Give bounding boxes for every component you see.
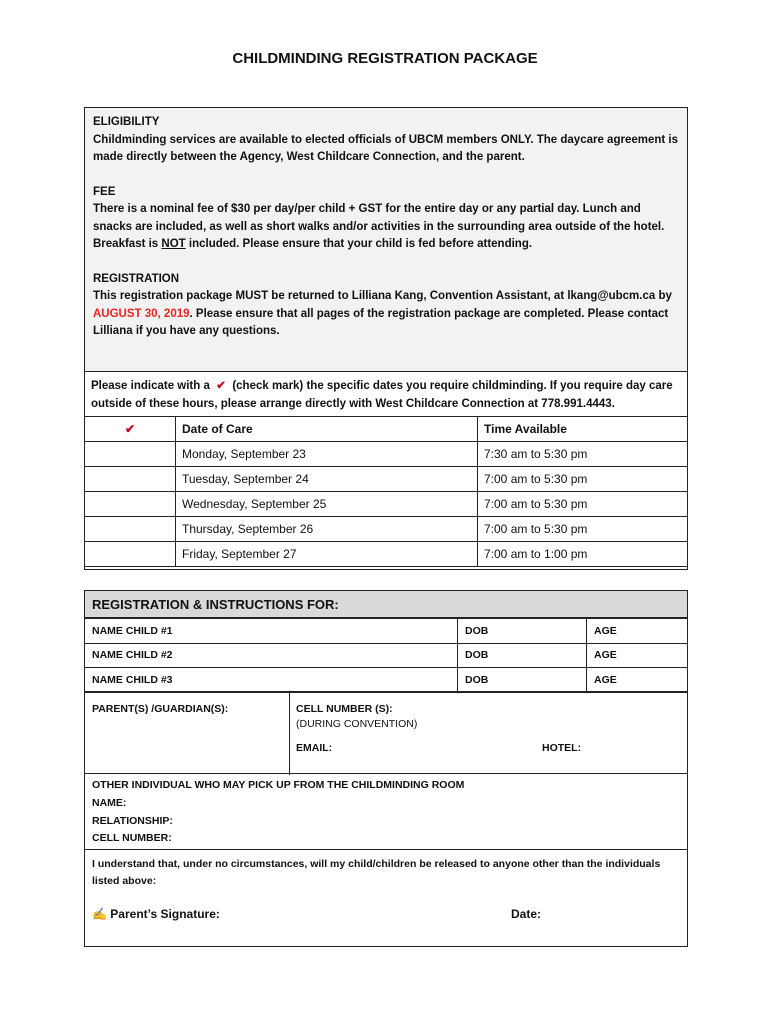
time-cell: 7:00 am to 5:30 pm — [478, 517, 688, 542]
child-age-field[interactable]: AGE — [587, 643, 688, 668]
registration-form — [84, 590, 688, 947]
cell-number-field[interactable]: CELL NUMBER (S): — [296, 703, 393, 715]
fee-heading: FEE — [93, 185, 116, 198]
dates-intro — [91, 378, 681, 413]
time-cell: 7:00 am to 1:00 pm — [478, 542, 688, 567]
dates-intro-text: (check mark) the specific dates you require childminding. If you require day care outside of these hours, please arrange directly with West Childcare Connection at 778.991.4443. — [91, 380, 673, 410]
fee-text — [93, 201, 679, 254]
day-checkbox-cell[interactable] — [85, 442, 176, 467]
dates-intro-text: Please indicate with a — [91, 380, 210, 392]
section-divider — [289, 692, 290, 775]
date-cell: Monday, September 23 — [176, 442, 478, 467]
fee-text-part: included. Please ensure that your child is fed before attending. — [185, 238, 533, 250]
registration-heading: REGISTRATION — [93, 272, 180, 285]
date-cell: Wednesday, September 25 — [176, 492, 478, 517]
registration-text-part: This registration package MUST be returned to Lilliana Kang, Convention Assistant, at lkang@ubcm.ca by — [93, 290, 672, 302]
child-age-field[interactable]: AGE — [587, 668, 688, 693]
page-title: CHILDMINDING REGISTRATION PACKAGE — [232, 50, 538, 67]
registration-text — [93, 288, 679, 341]
table-row — [85, 643, 688, 668]
date-column-header: Date of Care — [176, 417, 478, 442]
table-row — [85, 619, 688, 644]
understand-statement: I understand that, under no circumstances, will my child/children be released to anyone other than the individuals listed above: — [92, 858, 661, 887]
child-name-field[interactable]: NAME CHILD #1 — [85, 619, 458, 644]
day-checkbox-cell[interactable] — [85, 467, 176, 492]
fee-not-emphasis: NOT — [161, 238, 186, 250]
day-checkbox-cell[interactable] — [85, 517, 176, 542]
time-cell: 7:30 am to 5:30 pm — [478, 442, 688, 467]
parents-field[interactable]: PARENT(S) /GUARDIAN(S): — [92, 703, 229, 715]
table-row — [85, 542, 688, 567]
eligibility-text: Childminding services are available to elected officials of UBCM members ONLY. The daycare agreement is made directly between the Agency, West Childcare Connection, and the parent. — [93, 133, 679, 163]
date-cell: Thursday, September 26 — [176, 517, 478, 542]
other-cell-field[interactable]: CELL NUMBER: — [92, 832, 172, 844]
time-cell: 7:00 am to 5:30 pm — [478, 467, 688, 492]
dates-table — [84, 416, 688, 567]
check-mark-icon: ✔ — [216, 380, 226, 392]
child-name-field[interactable]: NAME CHILD #3 — [85, 668, 458, 693]
registration-form-heading: REGISTRATION & INSTRUCTIONS FOR: — [85, 591, 687, 618]
date-cell: Friday, September 27 — [176, 542, 478, 567]
table-row — [85, 467, 688, 492]
cell-number-subtitle: (DURING CONVENTION) — [296, 718, 418, 730]
eligibility-heading: ELIGIBILITY — [93, 116, 160, 128]
child-dob-field[interactable]: DOB — [458, 643, 587, 668]
registration-deadline: AUGUST 30, 2019 — [93, 307, 190, 320]
table-row — [85, 442, 688, 467]
date-cell: Tuesday, September 24 — [176, 467, 478, 492]
dates-header-row — [85, 417, 688, 442]
time-column-header: Time Available — [478, 417, 688, 442]
signature-section — [85, 849, 687, 947]
signature-label: Parent’s Signature: — [110, 907, 220, 921]
other-pickup-section — [85, 773, 687, 850]
other-relationship-field[interactable]: RELATIONSHIP: — [92, 815, 173, 827]
day-checkbox-cell[interactable] — [85, 542, 176, 567]
children-table — [84, 618, 688, 693]
pen-icon: ✍ — [92, 907, 107, 921]
check-column-header-icon: ✔ — [85, 417, 176, 442]
table-row — [85, 492, 688, 517]
child-age-field[interactable]: AGE — [587, 619, 688, 644]
hotel-field[interactable]: HOTEL: — [542, 742, 582, 754]
dates-section — [84, 371, 688, 570]
parents-section — [85, 691, 687, 775]
registration-text-part: . Please ensure that all pages of the registration package are completed. Please contact Lilliana if you have any questions. — [93, 307, 669, 337]
child-dob-field[interactable]: DOB — [458, 619, 587, 644]
table-row — [85, 668, 688, 693]
child-name-field[interactable]: NAME CHILD #2 — [85, 643, 458, 668]
child-dob-field[interactable]: DOB — [458, 668, 587, 693]
info-box — [84, 107, 688, 372]
signature-field[interactable] — [92, 907, 220, 921]
other-name-field[interactable]: NAME: — [92, 797, 127, 809]
fee-text-part: There is a nominal fee of $30 per day/per child + GST for the entire day or any partial day. Lunch and snacks are included, as well as short walks and/or activities in the surrounding area outside of the hotel. Breakfast is — [93, 203, 665, 250]
time-cell: 7:00 am to 5:30 pm — [478, 492, 688, 517]
email-field[interactable]: EMAIL: — [296, 742, 333, 754]
day-checkbox-cell[interactable] — [85, 492, 176, 517]
other-pickup-heading: OTHER INDIVIDUAL WHO MAY PICK UP FROM THE CHILDMINDING ROOM — [92, 779, 465, 791]
table-row — [85, 517, 688, 542]
date-field[interactable]: Date: — [511, 907, 542, 921]
